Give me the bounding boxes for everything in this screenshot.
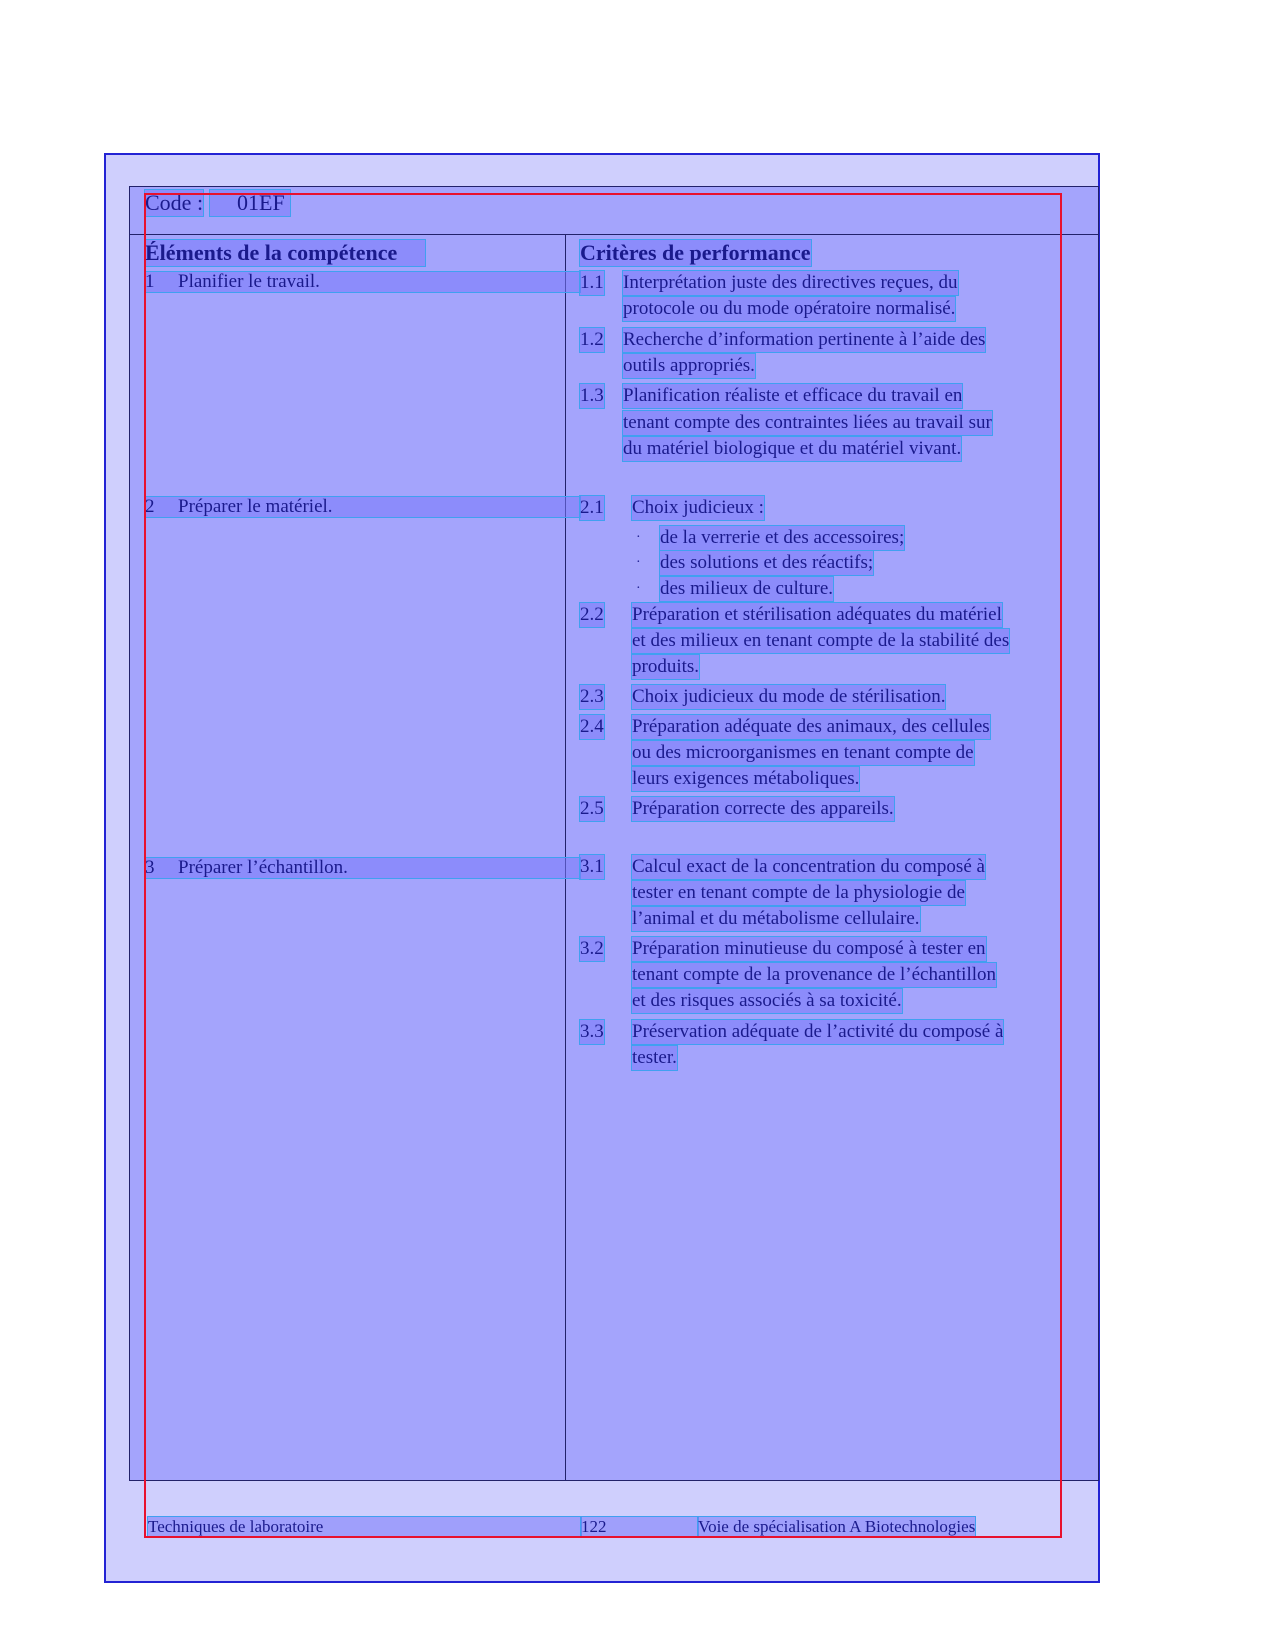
- criterion-3-1-line: tester en tenant compte de la physiologie de: [632, 882, 965, 903]
- criterion-1-1-line: protocole ou du mode opératoire normalisé.: [623, 298, 956, 319]
- footer-program: Techniques de laboratoire: [148, 1517, 581, 1537]
- criterion-2-1-line: Choix judicieux :: [632, 497, 764, 518]
- criterion-2-2-line: produits.: [632, 656, 700, 677]
- element-text: Planifier le travail.: [178, 271, 320, 292]
- criterion-3-1-line: l’animal et du métabolisme cellulaire.: [632, 908, 920, 929]
- criterion-1-3-line: tenant compte des contraintes liées au travail sur: [623, 412, 992, 433]
- criterion-number-1-2: 1.2: [580, 329, 604, 350]
- criterion-1-2-line: Recherche d’information pertinente à l’aide des: [623, 329, 986, 350]
- code-row-divider: [129, 234, 1099, 235]
- criterion-2-4-line: ou des microorganismes en tenant compte de: [632, 742, 974, 763]
- criterion-3-3-line: Préservation adéquate de l’activité du composé à: [632, 1021, 1004, 1042]
- criterion-number-1-3: 1.3: [580, 385, 604, 406]
- element-number: 2: [145, 496, 155, 517]
- criterion-number-2-3: 2.3: [580, 686, 604, 707]
- code-value: 01EF: [210, 190, 290, 216]
- criterion-2-4-line: leurs exigences métaboliques.: [632, 768, 860, 789]
- criterion-2-4-line: Préparation adéquate des animaux, des cellules: [632, 716, 990, 737]
- criterion-number-3-2: 3.2: [580, 938, 604, 959]
- criterion-2-2-line: et des milieux en tenant compte de la stabilité des: [632, 630, 1010, 651]
- competence-table: [129, 186, 1099, 1481]
- criterion-3-1-line: Calcul exact de la concentration du composé à: [632, 856, 985, 877]
- criterion-3-2-line: Préparation minutieuse du composé à tester en: [632, 938, 986, 959]
- criterion-2-1-bullet: des milieux de culture.: [660, 578, 834, 599]
- element-3: [145, 858, 580, 878]
- criterion-number-1-1: 1.1: [580, 272, 604, 293]
- element-number: 3: [145, 857, 155, 878]
- criterion-2-1-bullet: de la verrerie et des accessoires;: [660, 527, 905, 548]
- element-number: 1: [145, 271, 155, 292]
- criterion-number-3-1: 3.1: [580, 856, 604, 877]
- criterion-number-3-3: 3.3: [580, 1021, 604, 1042]
- footer-page-number: 122: [581, 1517, 698, 1537]
- criterion-2-5-line: Préparation correcte des appareils.: [632, 798, 894, 819]
- criterion-number-2-1: 2.1: [580, 497, 604, 518]
- criterion-number-2-4: 2.4: [580, 716, 604, 737]
- criterion-1-2-line: outils appropriés.: [623, 355, 755, 376]
- criterion-1-3-line: du matériel biologique et du matériel vivant.: [623, 438, 962, 459]
- code-label: Code :: [145, 190, 204, 215]
- criterion-2-2-line: Préparation et stérilisation adéquates du matériel: [632, 604, 1002, 625]
- criterion-3-2-line: et des risques associés à sa toxicité.: [632, 990, 902, 1011]
- bullet-icon: ·: [636, 581, 641, 596]
- criterion-2-1-bullet: des solutions et des réactifs;: [660, 552, 874, 573]
- footer-specialisation: Voie de spécialisation A Biotechnologies: [698, 1517, 976, 1536]
- criterion-number-2-5: 2.5: [580, 798, 604, 819]
- header-elements: Éléments de la compétence: [145, 240, 425, 266]
- criterion-number-2-2: 2.2: [580, 604, 604, 625]
- bullet-icon: ·: [636, 530, 641, 545]
- criterion-3-3-line: tester.: [632, 1047, 677, 1068]
- criterion-1-3-line: Planification réaliste et efficace du travail en: [623, 385, 963, 406]
- criterion-2-3-line: Choix judicieux du mode de stérilisation.: [632, 686, 946, 707]
- element-text: Préparer le matériel.: [178, 496, 333, 517]
- element-2: [145, 497, 580, 517]
- element-1: [145, 272, 580, 292]
- criterion-1-1-line: Interprétation juste des directives reçues, du: [623, 272, 958, 293]
- criterion-3-2-line: tenant compte de la provenance de l’échantillon: [632, 964, 997, 985]
- bullet-icon: ·: [636, 555, 641, 570]
- header-criteria: Critères de performance: [580, 240, 811, 265]
- element-text: Préparer l’échantillon.: [178, 857, 348, 878]
